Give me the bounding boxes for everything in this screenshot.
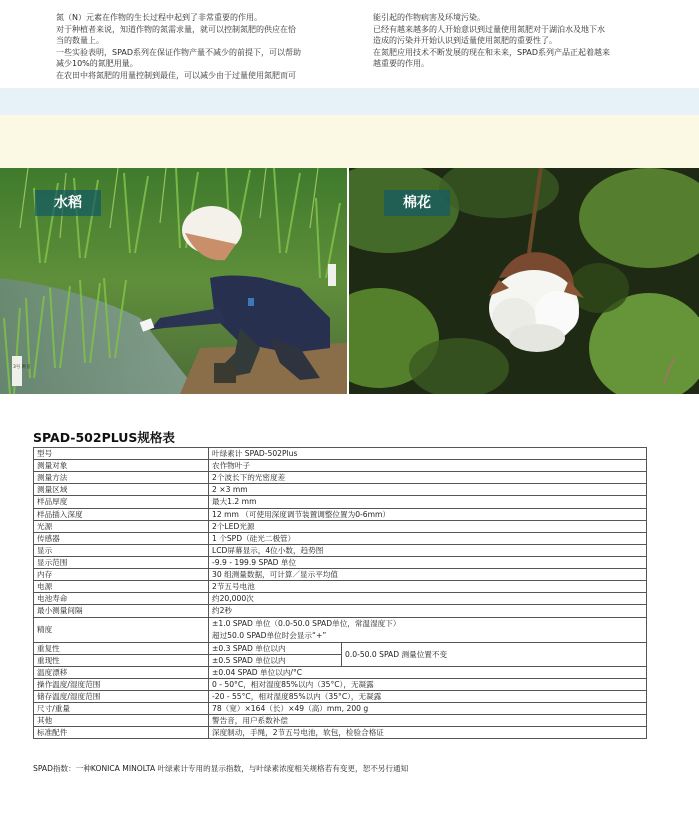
- table-row: [34, 666, 647, 678]
- spec-value: 2个LED光源: [209, 520, 647, 532]
- spec-key: 尺寸/重量: [34, 703, 209, 715]
- spec-key: 样品插入深度: [34, 508, 209, 520]
- table-row: [34, 569, 647, 581]
- table-row: [34, 605, 647, 617]
- intro-paragraph: 造成的污染并开始认识到适量使用氮肥的重要性了。: [373, 36, 557, 45]
- table-row: [34, 472, 647, 484]
- spec-key: 标准配件: [34, 727, 209, 739]
- intro-paragraph: 能引起的作物病害及环境污染。: [373, 13, 485, 22]
- spec-key: 型号: [34, 448, 209, 460]
- spec-key: 测量方法: [34, 472, 209, 484]
- spec-value: 78（宽）×164（长）×49（高）mm, 200 g: [209, 703, 647, 715]
- intro-paragraph: 对于种植者来说，知道作物的氮需求量，就可以控制氮肥的供应在恰: [56, 24, 296, 34]
- rice-photo-label: 水稻: [35, 190, 101, 216]
- table-row: [34, 581, 647, 593]
- spec-key: 操作温度/湿度范围: [34, 678, 209, 690]
- spec-table-title: SPAD-502PLUS规格表: [33, 430, 175, 445]
- spec-value: ±0.3 SPAD 单位以内: [209, 642, 342, 654]
- spec-value: 30 组测量数据，可计算／显示平均值: [209, 569, 647, 581]
- intro-right-column: [373, 12, 669, 70]
- intro-paragraph: 越重要的作用。: [373, 59, 429, 68]
- intro-paragraph: 一些实验表明，SPAD系列在保证作物产量不减少的前提下，可以帮助: [56, 47, 302, 57]
- spec-key: 电源: [34, 581, 209, 593]
- spec-value: 0 - 50°C，相对湿度85%以内（35°C），无凝露: [209, 678, 647, 690]
- plant-stake-label: 3号 种苗: [13, 365, 31, 370]
- spec-key: 最小测量间隔: [34, 605, 209, 617]
- spec-key: 测量区域: [34, 484, 209, 496]
- spec-value: LCD屏幕显示，4位小数，趋势图: [209, 544, 647, 556]
- table-row: [34, 484, 647, 496]
- accuracy-line: ±1.0 SPAD 单位（0.0-50.0 SPAD单位，常温湿度下）: [212, 618, 401, 628]
- decorative-band: [0, 115, 699, 168]
- table-row: [34, 703, 647, 715]
- table-row: [34, 520, 647, 532]
- spec-key: 显示范围: [34, 556, 209, 568]
- table-row: [34, 617, 647, 642]
- spec-value: ±0.04 SPAD 单位以内/°C: [209, 666, 647, 678]
- spec-key: 传感器: [34, 532, 209, 544]
- intro-paragraph: 已经有越来越多的人开始意识到过量使用氮肥对于湖泊水及地下水: [373, 24, 605, 34]
- spec-shared-note: 0.0-50.0 SPAD 测量位置不变: [342, 642, 647, 666]
- intro-paragraph: 当的数量上。: [56, 36, 104, 45]
- spec-key: 样品厚度: [34, 496, 209, 508]
- cotton-photo-label: 棉花: [384, 190, 450, 216]
- table-row: [34, 556, 647, 568]
- spec-value: 约20,000次: [209, 593, 647, 605]
- table-row: [34, 532, 647, 544]
- table-row: [34, 460, 647, 472]
- intro-paragraph: 氮（N）元素在作物的生长过程中起到了非常重要的作用。: [56, 13, 262, 22]
- spec-value: 1 个SPD（硅光二极管）: [209, 532, 647, 544]
- spec-footnote: SPAD指数：一种KONICA MINOLTA 叶绿素计专用的显示指数，与叶绿素浓度相关规格若有变更，恕不另行通知: [33, 764, 409, 773]
- table-row: [34, 496, 647, 508]
- table-row: [34, 690, 647, 702]
- table-row: [34, 508, 647, 520]
- accuracy-line: 超过50.0 SPAD单位时会显示“+”: [212, 630, 327, 640]
- spec-key: 电池寿命: [34, 593, 209, 605]
- spec-key: 重复性: [34, 642, 209, 654]
- spec-value: 深度制动，手绳，2节五号电池，软包，检验合格证: [209, 727, 647, 739]
- table-row: [34, 544, 647, 556]
- spec-value: 最大1.2 mm: [209, 496, 647, 508]
- spec-value: [209, 617, 647, 642]
- spec-value: -20 - 55°C，相对湿度85%以内（35°C），无凝露: [209, 690, 647, 702]
- cotton-plant-photo: [349, 168, 699, 394]
- spec-key: 精度: [34, 617, 209, 642]
- table-row: [34, 593, 647, 605]
- spec-table: [33, 447, 647, 739]
- table-row: [34, 678, 647, 690]
- spec-key: 内存: [34, 569, 209, 581]
- intro-paragraph: 在农田中将氮肥的用量控制到最佳，可以减少由于过量使用氮肥而可: [56, 70, 296, 80]
- table-row: [34, 642, 647, 654]
- intro-paragraph: 减少10%的氮肥用量。: [56, 59, 138, 68]
- spec-value: 2个波长下的光密度差: [209, 472, 647, 484]
- spec-key: 其他: [34, 715, 209, 727]
- spec-value: 2 ×3 mm: [209, 484, 647, 496]
- spec-value: 12 mm （可使用深度调节装置调整位置为0-6mm）: [209, 508, 647, 520]
- spec-key: 光源: [34, 520, 209, 532]
- spec-value: 2节五号电池: [209, 581, 647, 593]
- spec-key: 温度漂移: [34, 666, 209, 678]
- spec-value: 叶绿素计 SPAD-502Plus: [209, 448, 647, 460]
- photo-strip: [0, 168, 699, 394]
- spec-value: 约2秒: [209, 605, 647, 617]
- spec-value: 警告音，用户系数补偿: [209, 715, 647, 727]
- spec-value: -9.9 - 199.9 SPAD 单位: [209, 556, 647, 568]
- spec-key: 重现性: [34, 654, 209, 666]
- intro-paragraph: 在氮肥应用技术不断发展的现在和未来，SPAD系列产品正起着越来: [373, 47, 611, 57]
- table-row: [34, 448, 647, 460]
- decorative-band: [0, 88, 699, 115]
- intro-left-column: [56, 12, 352, 81]
- intro-section: [0, 0, 699, 88]
- spec-key: 储存温度/湿度范围: [34, 690, 209, 702]
- spec-key: 显示: [34, 544, 209, 556]
- rice-field-photo: [0, 168, 347, 394]
- spec-key: 测量对象: [34, 460, 209, 472]
- spec-value: ±0.5 SPAD 单位以内: [209, 654, 342, 666]
- table-row: [34, 727, 647, 739]
- table-row: [34, 715, 647, 727]
- spec-value: 农作物叶子: [209, 460, 647, 472]
